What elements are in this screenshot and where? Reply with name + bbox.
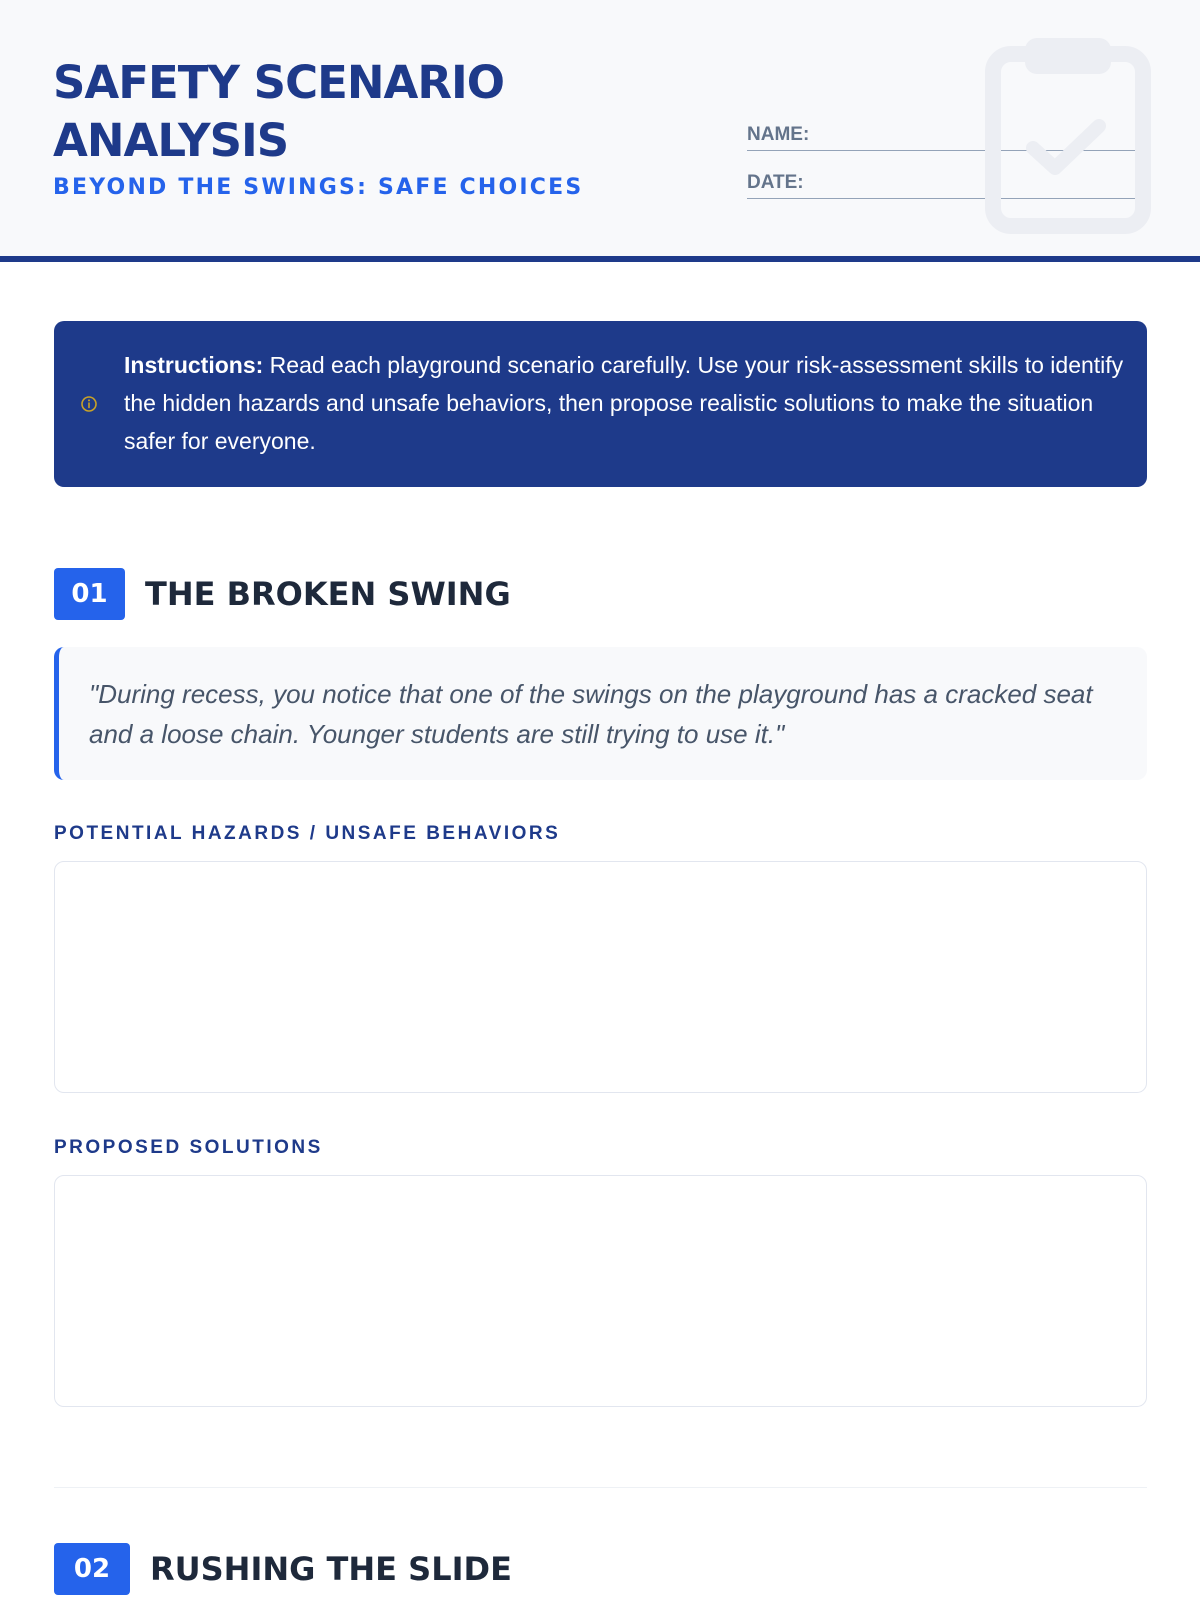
instructions-label: Instructions:: [124, 352, 264, 378]
solutions-label: PROPOSED SOLUTIONS: [54, 1137, 323, 1158]
info-icon: [80, 395, 98, 413]
scenario-title: THE BROKEN SWING: [145, 575, 511, 613]
name-label: NAME:: [747, 124, 810, 145]
solutions-answer-box[interactable]: [54, 1175, 1147, 1407]
hazards-label: POTENTIAL HAZARDS / UNSAFE BEHAVIORS: [54, 823, 561, 844]
date-label: DATE:: [747, 172, 804, 193]
page-subtitle: BEYOND THE SWINGS: SAFE CHOICES: [53, 175, 584, 200]
scenario-quote: [54, 647, 1147, 780]
scenario-quote-text: "During recess, you notice that one of the swings on the playground has a cracked seat and a loose chain. Younger students are still trying to use it.": [89, 679, 1093, 749]
section-divider: [54, 1487, 1147, 1488]
worksheet-header: [0, 0, 1200, 262]
instructions-box: [54, 321, 1147, 487]
scenario-number-badge: 01: [54, 568, 125, 620]
instructions-text: [124, 346, 1124, 460]
scenario-title: RUSHING THE SLIDE: [150, 1550, 512, 1588]
hazards-answer-box[interactable]: [54, 861, 1147, 1093]
instructions-body: Read each playground scenario carefully. Use your risk-assessment skills to identify the hidden hazards and unsafe behaviors, then propose realistic solutions to make the situation safer for everyone.: [124, 352, 1124, 454]
clipboard-check-icon: [985, 32, 1151, 234]
page-title: SAFETY SCENARIO ANALYSIS: [53, 56, 504, 167]
scenario-number-badge: 02: [54, 1543, 130, 1595]
